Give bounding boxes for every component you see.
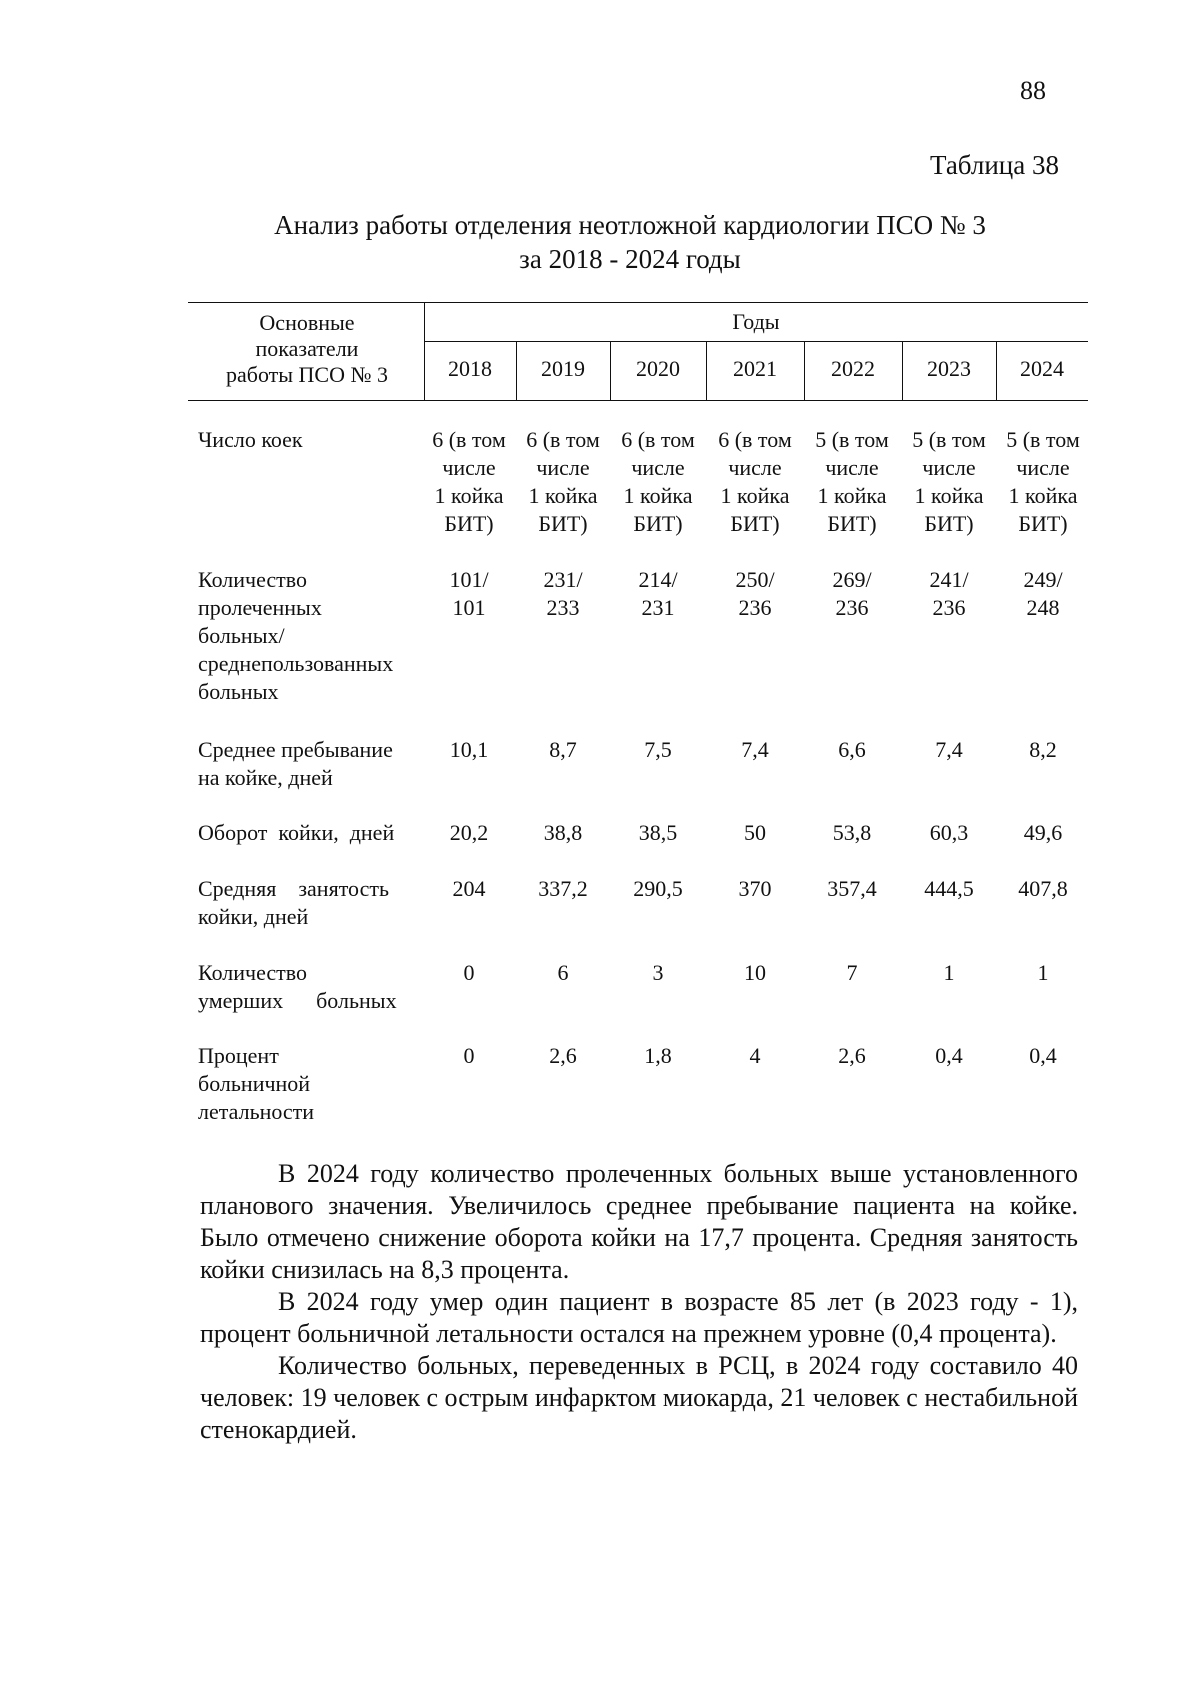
cell-line: 1 койка	[817, 483, 887, 508]
year-header: 2023	[927, 356, 971, 381]
table-cell	[422, 426, 516, 538]
table-cell: 49,6	[1023, 820, 1063, 845]
table-cell: 357,4	[827, 876, 877, 901]
table-cell: 8,2	[1029, 737, 1057, 762]
row-label-beds	[198, 426, 420, 454]
table-cell	[516, 566, 610, 622]
header-indicators-line: показатели	[255, 336, 359, 361]
table-cell: 0	[463, 1043, 475, 1068]
cell-line: 233	[546, 595, 580, 620]
table-cell: 53,8	[832, 820, 872, 845]
table-cell	[902, 426, 996, 538]
cell-line: БИТ)	[633, 511, 683, 536]
cell-line: БИТ)	[1018, 511, 1068, 536]
row-label-average-stay	[198, 736, 420, 792]
cell-line: 5 (в том	[912, 427, 986, 452]
cell-line: 249/	[1023, 567, 1063, 592]
cell-line: числе	[1016, 455, 1070, 480]
page-number: 88	[1020, 76, 1046, 105]
table-cell: 4	[749, 1043, 761, 1068]
table-label: Таблица 38	[930, 150, 1059, 180]
cell-line: 1 койка	[528, 483, 598, 508]
cell-line: 1 койка	[623, 483, 693, 508]
row-label-line: Процент	[198, 1043, 279, 1068]
table-cell	[902, 566, 996, 622]
table-cell: 3	[652, 960, 664, 985]
cell-line: 269/	[832, 567, 872, 592]
cell-line: 214/	[638, 567, 678, 592]
row-label-line: Количество	[198, 567, 308, 592]
cell-line: 236	[932, 595, 966, 620]
table-cell: 444,5	[924, 876, 974, 901]
paragraph: В 2024 году количество пролеченных больных выше установленного планового значения. Увеличилось среднее пребывание пациента на койке. Было отмечено снижение оборота койки на 17,7 процента. Средняя занятость койки снизилась на 8,3 процента.	[200, 1159, 1078, 1284]
cell-line: 1 койка	[434, 483, 504, 508]
table-cell	[708, 426, 802, 538]
table-cell: 407,8	[1018, 876, 1068, 901]
table-cell: 337,2	[538, 876, 588, 901]
table-cell: 10	[744, 960, 766, 985]
table-cell	[805, 426, 899, 538]
cell-line: числе	[922, 455, 976, 480]
cell-line: числе	[536, 455, 590, 480]
cell-line: 236	[835, 595, 869, 620]
cell-line: 1 койка	[914, 483, 984, 508]
table-cell: 1	[1037, 960, 1049, 985]
table-cell	[611, 566, 705, 622]
cell-line: числе	[728, 455, 782, 480]
row-label-line: пролеченных	[198, 595, 322, 620]
table-cell: 8,7	[549, 737, 577, 762]
header-indicators-line: работы ПСО № 3	[225, 362, 388, 387]
header-bottom-rule	[188, 400, 1088, 401]
table-cell: 7,4	[741, 737, 769, 762]
row-label-line: больных/	[198, 623, 285, 648]
row-label-bed-turnover	[198, 819, 420, 847]
body-text	[200, 1158, 1078, 1446]
row-label-line: Оборот койки, дней	[198, 820, 395, 845]
row-label-line: среднепользованных	[198, 651, 394, 676]
year-header: 2024	[1020, 356, 1064, 381]
table-cell	[422, 566, 516, 622]
table-top-rule	[188, 302, 1088, 303]
cell-line: 101/	[449, 567, 489, 592]
row-label-line: Количество	[198, 960, 308, 985]
year-header: 2019	[541, 356, 585, 381]
table-cell	[611, 426, 705, 538]
row-label-bed-occupancy	[198, 875, 420, 931]
table-cell: 6	[557, 960, 569, 985]
table-cell: 290,5	[633, 876, 683, 901]
row-label-patients-treated	[198, 566, 420, 706]
cell-line: 6 (в том	[621, 427, 695, 452]
cell-line: 248	[1026, 595, 1060, 620]
row-label-line: летальности	[198, 1099, 315, 1124]
table-cell	[996, 566, 1090, 622]
row-label-line: Средняя занятость	[198, 876, 389, 901]
table-cell: 7,5	[644, 737, 672, 762]
table-cell	[708, 566, 802, 622]
table-cell: 0	[463, 960, 475, 985]
table-cell: 6,6	[838, 737, 866, 762]
table-cell: 1	[943, 960, 955, 985]
row-label-mortality-rate	[198, 1042, 420, 1126]
table-cell: 7,4	[935, 737, 963, 762]
table-title	[190, 208, 1070, 276]
year-header: 2018	[448, 356, 492, 381]
table-cell: 7	[846, 960, 858, 985]
row-label-line: койки, дней	[198, 904, 309, 929]
table-cell: 204	[452, 876, 486, 901]
cell-line: 5 (в том	[815, 427, 889, 452]
table-cell	[805, 566, 899, 622]
cell-line: 6 (в том	[718, 427, 792, 452]
cell-line: 6 (в том	[526, 427, 600, 452]
row-label-line: умерших больных	[198, 988, 397, 1013]
year-header: 2020	[636, 356, 680, 381]
row-label-line: Среднее пребывание	[198, 737, 393, 762]
table-cell	[996, 426, 1090, 538]
table-cell: 0,4	[935, 1043, 963, 1068]
cell-line: числе	[631, 455, 685, 480]
header-indicators-line: Основные	[259, 310, 355, 335]
cell-line: 1 койка	[720, 483, 790, 508]
cell-line: 250/	[735, 567, 775, 592]
cell-line: БИТ)	[730, 511, 780, 536]
table-title-line-1: Анализ работы отделения неотложной кардиологии ПСО № 3	[274, 210, 986, 240]
paragraph: Количество больных, переведенных в РСЦ, в 2024 году составило 40 человек: 19 человек с острым инфарктом миокарда, 21 человек с нестабильной стенокардией.	[200, 1351, 1078, 1444]
table-cell: 60,3	[929, 820, 969, 845]
row-label-line: Число коек	[198, 427, 303, 452]
row-label-line: больных	[198, 679, 279, 704]
paragraph: В 2024 году умер один пациент в возрасте 85 лет (в 2023 году - 1), процент больничной летальности остался на прежнем уровне (0,4 процента).	[200, 1287, 1078, 1348]
year-header: 2021	[733, 356, 777, 381]
table-cell: 38,5	[638, 820, 678, 845]
year-header: 2022	[831, 356, 875, 381]
years-header-rule	[424, 341, 1088, 342]
row-label-deaths	[198, 959, 420, 1015]
cell-line: 231/	[543, 567, 583, 592]
cell-line: 101	[452, 595, 486, 620]
cell-line: БИТ)	[924, 511, 974, 536]
table-cell: 1,8	[644, 1043, 672, 1068]
cell-line: числе	[442, 455, 496, 480]
table-cell: 10,1	[449, 737, 489, 762]
table-cell: 50	[744, 820, 766, 845]
cell-line: 6 (в том	[432, 427, 506, 452]
cell-line: 241/	[929, 567, 969, 592]
table-cell: 0,4	[1029, 1043, 1057, 1068]
table-cell: 20,2	[449, 820, 489, 845]
cell-line: 231	[641, 595, 675, 620]
table-cell: 38,8	[543, 820, 583, 845]
table-cell	[516, 426, 610, 538]
cell-line: 236	[738, 595, 772, 620]
row-label-line: больничной	[198, 1071, 311, 1096]
row-label-line: на койке, дней	[198, 765, 333, 790]
cell-line: числе	[825, 455, 879, 480]
table-cell: 2,6	[549, 1043, 577, 1068]
cell-line: БИТ)	[444, 511, 494, 536]
table-cell: 2,6	[838, 1043, 866, 1068]
cell-line: 1 койка	[1008, 483, 1078, 508]
header-years-label: Годы	[732, 309, 780, 334]
header-indicators	[196, 310, 418, 388]
table-cell: 370	[738, 876, 772, 901]
cell-line: БИТ)	[827, 511, 877, 536]
cell-line: 5 (в том	[1006, 427, 1080, 452]
cell-line: БИТ)	[538, 511, 588, 536]
table-title-line-2: за 2018 - 2024 годы	[519, 244, 741, 274]
